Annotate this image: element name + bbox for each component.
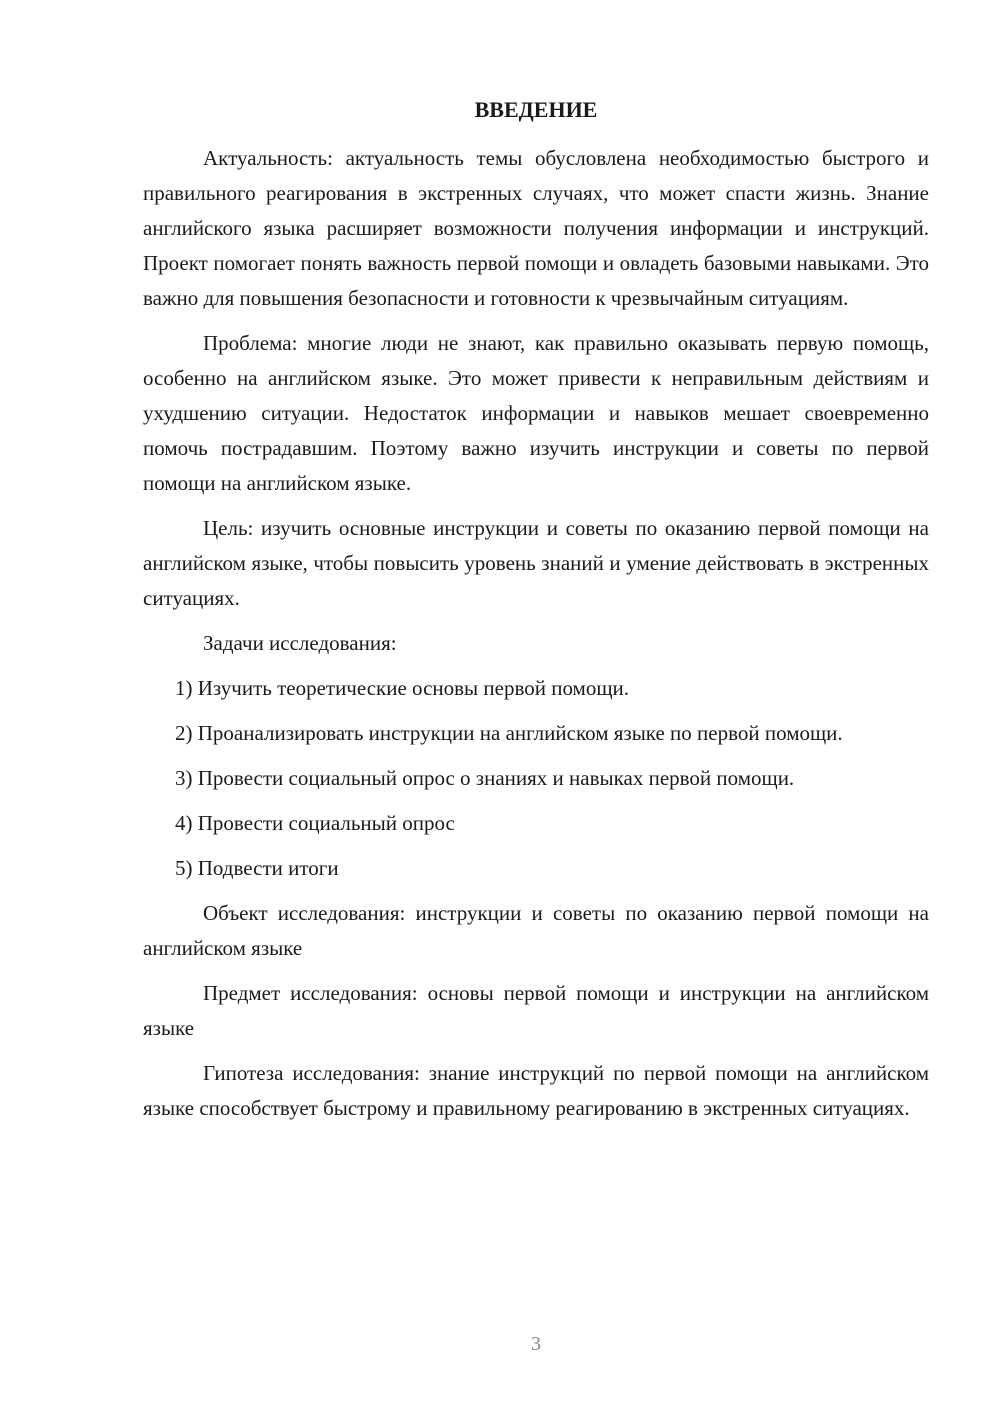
research-hypothesis-paragraph: Гипотеза исследования: знание инструкций по первой помощи на английском языке способствует быстрому и правильному реагированию в экстренных ситуациях. [143, 1061, 929, 1120]
document-page [143, 95, 929, 1136]
task-item-2: 2) Проанализировать инструкции на английском языке по первой помощи. [175, 721, 843, 745]
task-item-5: 5) Подвести итоги [175, 856, 339, 880]
research-object-paragraph: Объект исследования: инструкции и советы по оказанию первой помощи на английском языке [143, 901, 929, 960]
task-item-1: 1) Изучить теоретические основы первой помощи. [175, 676, 630, 700]
task-item-4: 4) Провести социальный опрос [175, 811, 455, 835]
tasks-title: Задачи исследования: [203, 631, 397, 655]
page-number: 3 [531, 1333, 541, 1355]
task-item-3: 3) Провести социальный опрос о знаниях и навыках первой помощи. [175, 766, 795, 790]
relevance-paragraph: Актуальность: актуальность темы обусловлена необходимостью быстрого и правильного реагирования в экстренных случаях, что может спасти жизнь. Знание английского языка расширяет возможности получения информации и инструкций. Проект помогает понять важность первой помощи и овладеть базовыми навыками. Это важно для повышения безопасности и готовности к чрезвычайным ситуациям. [143, 146, 929, 310]
problem-paragraph: Проблема: многие люди не знают, как правильно оказывать первую помощь, особенно на английском языке. Это может привести к неправильным действиям и ухудшению ситуации. Недостаток информации и навыков мешает своевременно помочь пострадавшим. Поэтому важно изучить инструкции и советы по первой помощи на английском языке. [143, 331, 929, 495]
goal-paragraph: Цель: изучить основные инструкции и советы по оказанию первой помощи на английском языке, чтобы повысить уровень знаний и умение действовать в экстренных ситуациях. [143, 516, 929, 610]
page-title: ВВЕДЕНИЕ [474, 97, 598, 122]
research-subject-paragraph: Предмет исследования: основы первой помощи и инструкции на английском языке [143, 981, 929, 1040]
